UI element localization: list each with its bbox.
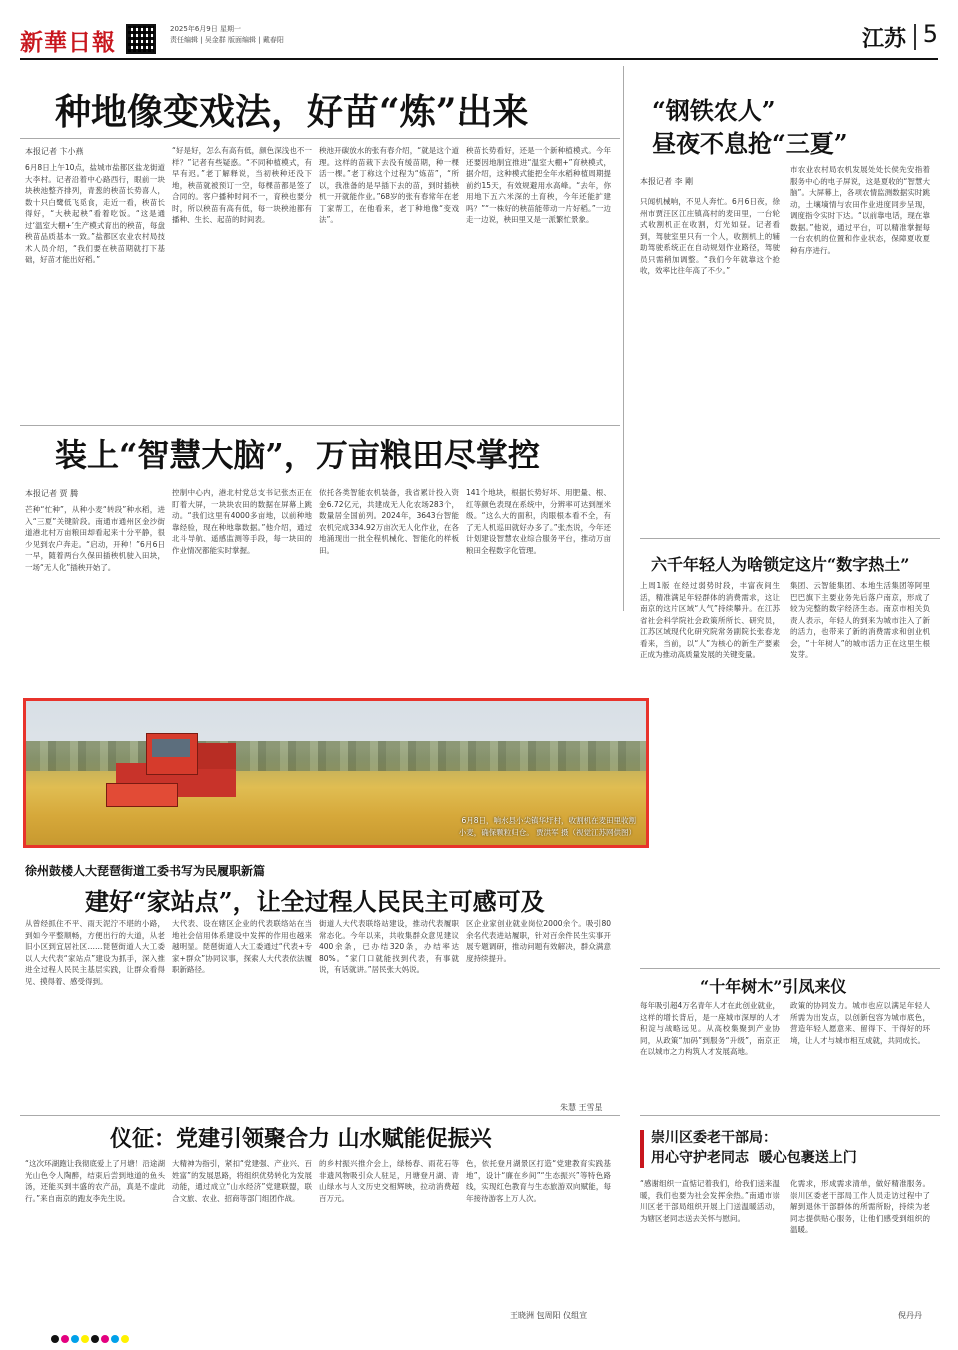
article3-column: 芒种“忙种”，从种小麦“转段”种水稻，进入“三夏”关键阶段。南通市通州区金沙街道港北村万亩粮田却看起来十分平静，很少见到农户奔走。“启动，开种！”6月6日一早，随着两台久保田插秧机驶入田块，一场“无人化”插秧开始了。: [25, 505, 165, 572]
article7-column: 政策的协同发力。城市也应以满足年轻人所需为出发点，以创新包容为城市底色，营造年轻人愿意来、留得下、干得好的环境，让人才与城市相互成就，共同成长。: [790, 1001, 930, 1045]
article5-column: “这次环湖跑让我彻底爱上了月塘！沿途湖光山色令人陶醉，结束后尝到地道的鱼头汤，还能买到丰盛的农产品，真是不虚此行。”来自南京的跑友李先生说。: [25, 1159, 165, 1203]
article8-column: 化需求，形成需求清单，做好精准服务。崇川区委老干部局工作人员走访过程中了解到退休干部群体的所需所盼，持续为老同志提供贴心服务，让他们感受到组织的温暖。: [790, 1179, 930, 1234]
article6-headline: 六千年轻人为啥锁定这片“数字热土”: [651, 555, 910, 574]
article5-headline: 仪征：党建引领聚合力 山水赋能促振兴: [110, 1126, 492, 1152]
masthead: [20, 18, 938, 62]
article8-byline: 倪丹丹: [898, 1311, 922, 1320]
section-name: 江苏: [861, 26, 906, 52]
article2-column: 只闻机械响，不见人奔忙。6月6日夜，徐州市贾汪区江庄镇高村的麦田里，一台轮式收割机正在收割，灯光如昼。记者看到，驾驶室里只有一个人，收割机上的辅助驾驶系统正在自动规划作业路径，驾驶员只需稍加调整。“我们今年就靠这个抢收，效率比往年高了不少。”: [640, 197, 780, 275]
harvester-window: [152, 739, 190, 757]
article4-column: 大代表、设在辖区企业的代表联络站在当地社会信用体系建设中发挥的作用也越来越明显。琵琶街道人大工委通过“代表+专家+群众”协同议事，探索人大代表依法履职新路径。: [172, 919, 312, 974]
harvester-header: [106, 783, 178, 807]
article4-kicker: 徐州鼓楼人大琵琶街道工委书写为民履职新篇: [25, 864, 266, 878]
divider: [20, 138, 620, 139]
article3-column: 控制中心内，港北村党总支书记张杰正在盯着大屏，一块块农田的数据在屏幕上跳动。“我们这里有4000多亩地，以前种地靠经验，现在种地靠数据。”他介绍，通过北斗导航、遥感监测等手段，每一块田的作业情况都能实时掌握。: [172, 488, 312, 555]
article5-column: 大精神为指引，紧扣“党建强、产业兴、百姓富”的发展思路，将组织优势转化为发展动能，通过成立“山水经济”党建联盟，联合文旅、农业、招商等部门组团作战。: [172, 1159, 312, 1203]
editor-line: 责任编辑 | 吴金群 版面编辑 | 戴春阳: [170, 36, 284, 44]
article5-byline: 王晓洲 包周阳 仪组宣: [510, 1311, 588, 1320]
caption-line: 6月8日，响水县小尖镇华圩村，收割机在麦田里收割: [461, 816, 636, 825]
registration-dot: [121, 1335, 129, 1343]
article4-byline: 朱慧 王雪星: [560, 1103, 603, 1112]
article3-byline: 本报记者 贾 腾: [25, 489, 79, 498]
divider: [20, 1115, 620, 1116]
article5-column: 色，依托登月湖景区打造“党建教育实践基地”，设计“廉在乡间”“生态振兴”等特色路线，实现红色教育与生态旅游双向赋能，每年接待游客上万人次。: [466, 1159, 611, 1203]
registration-dot: [101, 1335, 109, 1343]
divider: [20, 425, 620, 426]
article4-column: 从曾经抓住不平、雨天泥泞不堪的小路，到如今平整顺畅，方便出行的大道，从老旧小区到宜居社区……琵琶街道人大工委以人大代表“家站点”建设为抓手，深入推进全过程人民民主基层实践，让群众看得见、摸得着、感受得到。: [25, 919, 165, 986]
article3-column: 依托各类智能农机装备，我省累计投入资金6.72亿元，共建成无人化农场283个，数量居全国前列。2024年，3643台智能农机完成334.92万亩次无人化作业，在各地涌现出一批全程机械化、智能化的样板田。: [319, 488, 459, 555]
registration-dot: [71, 1335, 79, 1343]
article2-column: 市农业农村局农机发展处处长侯先安指着服务中心的电子屏说，这是夏收的“智慧大脑”。大屏幕上，各项农情监测数据实时跳动，土壤墒情与农田作业进度同步呈现，调度指令实时下达。“以前靠电话，现在靠数据。”他说，通过平台，可以精准掌握每一台农机的位置和作业状态，保障夏收夏种有序进行。: [790, 165, 930, 255]
article8-column: “感谢组织一直惦记着我们，给我们送来温暖，我们也要为社会发挥余热。”南通市崇川区老干部局组织开展上门送温暖活动，为辖区老同志送去关怀与慰问。: [640, 1179, 780, 1223]
photo-caption: [459, 815, 636, 839]
newspaper-logo: 新華日報: [20, 29, 116, 56]
article6-column: 集团、云智能集团、本地生活集团等阿里巴巴旗下主要业务先后落户南京，形成了较为完整的数字经济生态。南京市相关负责人表示，年轻人的到来为城市注入了新的活力，也带来了新的消费需求和创业机会，“十年树人”的城市活力正在这里生根发芽。: [790, 581, 930, 659]
registration-dot: [81, 1335, 89, 1343]
caption-line: 小麦，确保颗粒归仓。 贾洪军 摄（视觉江苏网供图）: [458, 828, 636, 837]
article3-headline: 装上“智慧大脑”，万亩粮田尽掌控: [55, 436, 540, 474]
issue-info: [170, 24, 284, 46]
registration-dot: [61, 1335, 69, 1343]
registration-marks: [50, 1328, 910, 1338]
page-number: 5: [922, 20, 938, 48]
article2-byline: 本报记者 李 剛: [640, 177, 694, 186]
article5-column: 的乡村振兴推介会上，绿杨春、雨花石等非遗风物吸引众人驻足，月塘登月湖、青山绿水与人文历史交相辉映，拉动消费超百万元。: [319, 1159, 459, 1203]
article4-headline: 建好“家站点”，让全过程人民民主可感可及: [85, 887, 545, 916]
registration-dot: [51, 1335, 59, 1343]
article1-column: 6月8日上午10点，盐城市盐都区盐龙街道大李村。记者沿着中心路西行，眼前一块块秧池整齐排列，青葱的秧苗长势喜人，数十只白鹭低飞觅食，走近一看，秧苗长得好，“大秧起秧”看着吃饭。“这是通过‘温室大棚+’生产模式育出的秧苗，每盘秧苗品质基本一致。”盐都区农业农村局技术人员介绍，“我们要在秧苗期就打下基础，好苗才能出好稻。”: [25, 163, 165, 264]
accent-bar: [640, 1130, 644, 1168]
divider: [640, 538, 940, 539]
article8-headline: 崇川区委老干部局： 用心守护老同志 暖心包裹送上门: [651, 1130, 857, 1166]
article1-column: 秧苗长势看好，还是一个新种植模式。今年还要因地制宜推进“温室大棚+”育秧模式，据介绍，这种模式能把全年水稻种植周期提前约15天，有效规避用水高峰。“去年，你用地下五六米深的土育秧，今年还能扩建吗？”“一株好的秧苗能带动一片好稻。”一边走一边说，秧田里又是一派繁忙景象。: [466, 146, 611, 224]
harvest-photo: [23, 698, 649, 848]
divider: [640, 968, 940, 969]
qr-code-icon: [126, 24, 156, 54]
combine-harvester: [116, 733, 236, 813]
article1-column: “好是好，怎么有高有低，颜色深浅也不一样？”记者有些疑惑。“不同种植模式，有早有迟。”老丁解释说，当初秧种还没下地，秧苗就被预订一空，每棵苗都是签了合同的。客户播种时间不一，育秧也要分时，所以秧苗有高有低，每一块秧池都有播种、生长、起苗的时间表。: [172, 146, 312, 224]
masthead-rule: [20, 58, 938, 60]
article6-column: 上周1版 在经过弱势时段，丰富夜间生活，精准满足年轻群体的消费需求，这让南京的这片区域“人气”持续攀升。在江苏省社会科学院社会政策所所长、研究员，江苏区域现代化研究院常务副院长张春龙看来，当前，以“人”为核心的新生产要素正成为推动高质量发展的关键变量。: [640, 581, 780, 659]
article7-column: 每年吸引超4万名青年人才在此创业就业，这样的增长背后，是一座城市深厚的人才积淀与战略远见。从高校集聚到产业协同，从政策“加码”到服务“升级”，南京正在以城市之力构筑人才发展高地。: [640, 1001, 780, 1056]
article4-column: 区企业家创业就业岗位2000余个。吸引80余名代表进站履职，针对百余件民生实事开展专题调研，推动问题有效解决，群众满意度持续提升。: [466, 919, 611, 963]
article3-column: 141个地块，根据长势好坏、用肥量、根、红等颜色表现在系统中，分辨率可达到厘米级。“这么大的面积，肉眼根本看不全，有了无人机巡田就好办多了。”张杰说，今年还计划建设智慧农业综合服务平台，推动万亩粮田全程数字化管理。: [466, 488, 611, 555]
registration-dot: [91, 1335, 99, 1343]
divider: [914, 24, 916, 50]
issue-date: 2025年6月9日 星期一: [170, 25, 241, 33]
column-divider: [623, 66, 624, 611]
registration-dot: [111, 1335, 119, 1343]
article1-column: 秧池开碳放水的张有春介绍，“就是这个道理。这样的苗栽下去没有缓苗期，种一棵活一棵。”老丁称这个过程为“炼苗”，“所以，我准备的是早插下去的苗，到时插秧机一开就能作业。”68岁的张有春常年在老丁家帮工，在他看来，老丁种地像“变戏法”。: [319, 146, 459, 224]
article1-byline: 本报记者 卞小燕: [25, 147, 84, 156]
article7-headline: “十年树木”引凤来仪: [700, 977, 847, 996]
article2-headline: “钢铁农人” 昼夜不息抢“三夏”: [652, 96, 848, 158]
article4-column: 街道人大代表联络站建设，推动代表履职常态化。今年以来，共收集群众意见建议400余条，已办结320条，办结率达80%。“家门口就能找到代表，有事就说，有话就讲。”居民张大妈说。: [319, 919, 459, 974]
article1-headline: 种地像变戏法，好苗“炼”出来: [55, 91, 529, 133]
harvester-tank: [196, 743, 236, 769]
divider: [640, 1115, 940, 1116]
